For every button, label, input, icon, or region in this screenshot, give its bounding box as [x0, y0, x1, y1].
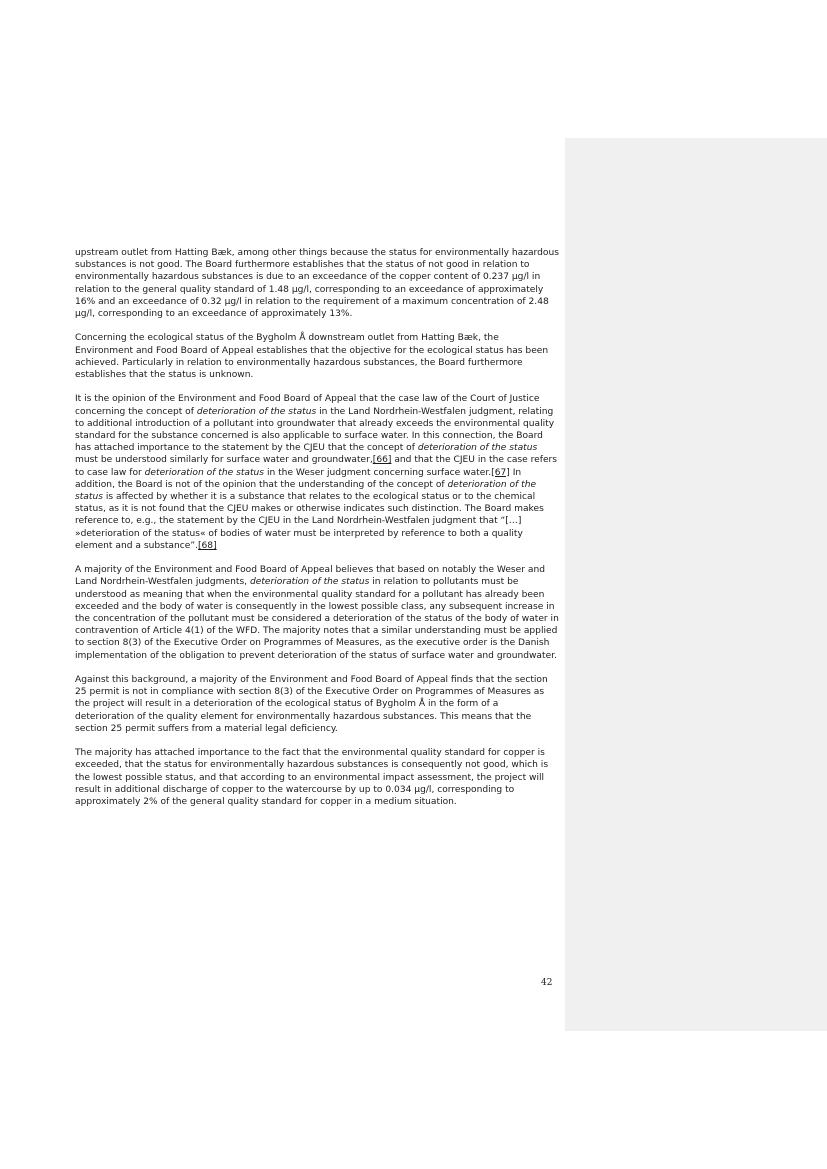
text-run: Concerning the ecological status of the Bygholm Å downstream outlet from Hatting Bæk, the Environment and Food Board of Appeal establishes that the objective for the ecological status has been achieved. Particularly in relation to environmentally hazardous substances, the Board furthermore establishes that the status is unknown.: [75, 333, 549, 381]
text-run: upstream outlet from Hatting Bæk, among other things because the status for environmentally hazardous substances is not good. The Board furthermore establishes that the status of not good in relation to environmentally hazardous substances is due to an exceedance of the copper content of 0.237 µg/l in relation to the general quality standard of 1.48 µg/l, corresponding to an exceedance of approximately 16% and an exceedance of 0.32 µg/l in relation to the requirement of a maximum concentration of 2.48 µg/l, corresponding to an exceedance of approximately 13%.: [75, 248, 559, 320]
footnote-link[interactable]: [66]: [372, 455, 392, 466]
paragraph: [75, 674, 559, 735]
paragraph: [75, 747, 559, 808]
italic-term: deterioration of the status: [144, 467, 265, 478]
text-run: and that the CJEU in the case refers to case law for: [75, 455, 558, 478]
text-run: A majority of the Environment and Food Board of Appeal believes that based on notably the Weser and Land Nordrhein-Westfalen judgments,: [75, 565, 545, 588]
footnote-link[interactable]: [67]: [491, 467, 510, 478]
paragraph: [75, 393, 559, 552]
text-run: must be understood similarly for surface water and groundwater,: [75, 455, 373, 466]
italic-term: deterioration of the status: [75, 479, 537, 503]
text-run: is affected by whether it is a substance that relates to the ecological status or to the chemical status, as it is not found that the CJEU makes or otherwise indicates such distinction. The Board makes reference to, e.g., the statement by the CJEU in the Land Nordrhein-Westfalen judgment that “[…] »deterioration of the status« of bodies of water must be interpreted by reference to both a quality element and a substance”.: [75, 492, 544, 551]
text-run: Against this background, a majority of the Environment and Food Board of Appeal finds that the section 25 permit is not in compliance with section 8(3) of the Executive Order on Programmes of Measures as the project will result in a deterioration of the ecological status of Bygholm Å in the form of a deterioration of the quality element for environmentally hazardous substances. This means that the section 25 permit suffers from a material legal deficiency.: [75, 675, 548, 734]
paragraph: [75, 564, 559, 662]
text-run: in the Land Nordrhein-Westfalen judgment, relating to additional introduction of a pollutant into groundwater that already exceeds the environmental quality standard for the substance concerned is also applicable to surface water. In this connection, the Board has attached importance to the statement by the CJEU that the concept of: [75, 406, 555, 454]
italic-term: deterioration of the status: [249, 577, 370, 588]
paragraph: [75, 332, 559, 381]
italic-term: deterioration of the status: [196, 406, 317, 417]
text-run: The majority has attached importance to the fact that the environmental quality standard for copper is exceeded, that the status for environmentally hazardous substances is consequently not good, which is the lowest possible status, and that according to an environmental impact assessment, the project will result in additional discharge of copper to the watercourse by up to 0.034 µg/l, corresponding to approximately 2% of the general quality standard for copper in a medium situation.: [75, 748, 549, 808]
comment-pane: [565, 138, 827, 1031]
paragraph: [75, 247, 559, 320]
text-run: in the Weser judgment concerning surface water.: [264, 467, 492, 478]
page-number: 42: [541, 978, 553, 988]
text-run: in relation to pollutants must be understood as meaning that when the environmental quality standard for a pollutant has already been exceeded and the body of water is consequently in the lowest possible class, any subsequent increase in the concentration of the pollutant must be considered a deterioration of the status of the body of water in contravention of Article 4(1) of the WFD. The majority notes that a similar understanding must be applied to section 8(3) of the Executive Order on Programmes of Measures, as the executive order is the Danish implementation of the obligation to prevent deterioration of the status of surface water and groundwater.: [75, 577, 559, 661]
text-run: In addition, the Board is not of the opinion that the understanding of the concept of: [75, 467, 522, 490]
footnote-link[interactable]: [68]: [197, 540, 217, 551]
document-body: [75, 247, 559, 820]
italic-term: deterioration of the status: [417, 443, 538, 454]
text-run: It is the opinion of the Environment and Food Board of Appeal that the case law of the Court of Justice concerning the concept of: [75, 394, 540, 417]
